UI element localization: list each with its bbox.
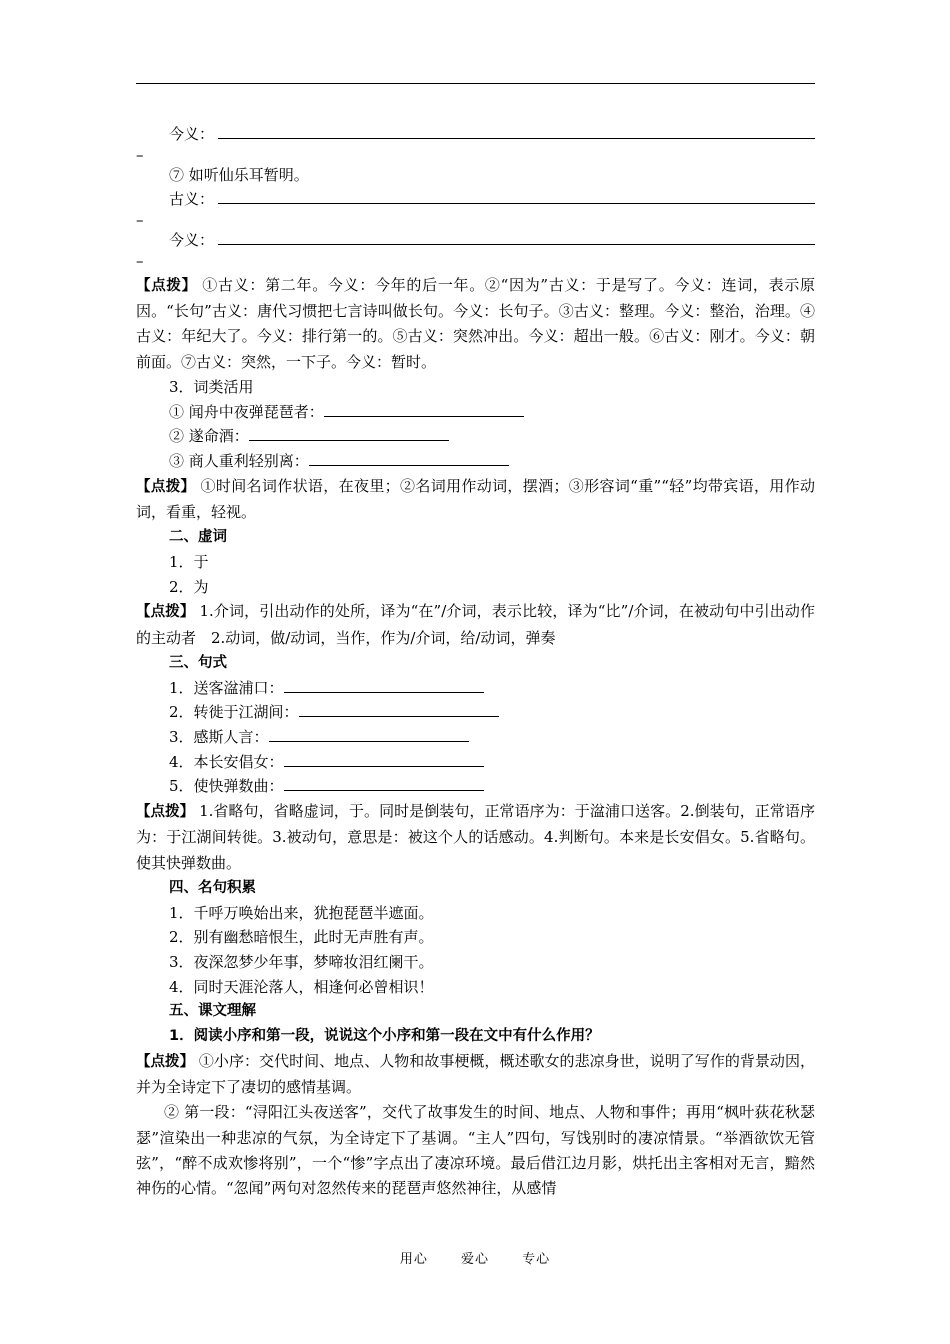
jinyi-line-2 — [136, 228, 815, 253]
section-title-mingju: 四、名句积累 — [169, 879, 256, 896]
note-paragraph-1 — [136, 273, 815, 375]
list-item: 1．千呼万唤始出来，犹抱琵琶半遮面。 — [169, 903, 434, 922]
dash-line: – — [136, 211, 144, 230]
dianbo-tag: 【点拨】 — [136, 604, 195, 621]
note-paragraph-6: ② 第一段：“浔阳江头夜送客”，交代了故事发生的时间、地点、人物和事件；再用“枫叶荻花秋瑟瑟”渲染出一种悲凉的气氛，为全诗定下了基调。“主人”四句，写饯别时的凄凉情景。“举酒欲饮无管弦”，“醉不成欢惨将别”，一个“惨”字点出了凄凉环境。最后借江边月影，烘托出主客相对无言，黯然神伤的心情。“忽闻”两句对忽然传来的琵琶声悠然神往，从感情 — [136, 1103, 815, 1198]
dianbo-tag: 【点拨】 — [136, 277, 197, 294]
note-paragraph-5 — [136, 1049, 815, 1101]
list-item: ③ 商人重利轻别离： — [136, 449, 815, 474]
page-footer — [0, 1248, 950, 1267]
list-item: 4．本长安倡女： — [136, 750, 815, 775]
jinyi-label: 今义： — [169, 231, 215, 250]
list-item: ② 遂命酒： — [136, 424, 815, 449]
note-text: 1.省略句，省略虚词，于。同时是倒装句，正常语序为：于湓浦口送客。2.倒装句，正常语序为：于江湖间转徙。3.被动句，意思是：被这个人的话感动。4.判断句。本来是长安倡女。5.省略句。使其快弹数曲。 — [136, 802, 815, 872]
list-item: 5．使快弹数曲： — [136, 774, 815, 799]
note-text: 1.介词，引出动作的处所，译为“在”/介词，表示比较，译为“比”/介词，在被动句中引出动作的主动者 2.动词，做/动词，当作，作为/介词，给/动词，弹奏 — [136, 602, 815, 647]
answer-blank[interactable] — [284, 776, 484, 791]
answer-blank[interactable] — [218, 203, 815, 204]
section-title-jushi: 三、句式 — [169, 654, 227, 671]
note-paragraph-4 — [136, 799, 815, 876]
list-item: 2．转徙于江湖间： — [136, 700, 815, 725]
note-text: ①时间名词作状语，在夜里；②名词用作动词，摆酒；③形容词“重”“轻”均带宾语，用作动词，看重，轻视。 — [136, 476, 815, 521]
section-title-3: 3．词类活用 — [169, 377, 254, 396]
dianbo-tag: 【点拨】 — [136, 478, 196, 495]
dash-line: – — [136, 251, 144, 270]
list-item: 1．送客湓浦口： — [136, 676, 815, 701]
list-item: 4．同时天涯沦落人，相逢何必曾相识！ — [169, 977, 434, 996]
answer-blank[interactable] — [284, 678, 484, 693]
dianbo-tag: 【点拨】 — [136, 804, 195, 821]
answer-blank[interactable] — [324, 402, 524, 417]
header-rule — [136, 83, 815, 84]
answer-blank[interactable] — [299, 702, 499, 717]
section-title-kewen: 五、课文理解 — [169, 1003, 256, 1020]
list-item: 1．于 — [169, 552, 209, 571]
answer-blank[interactable] — [249, 426, 449, 441]
answer-blank[interactable] — [269, 727, 469, 742]
note-text: ①小序：交代时间、地点、人物和故事梗概，概述歌女的悲凉身世，说明了写作的背景动因，并为全诗定下了凄切的感情基调。 — [136, 1051, 815, 1097]
question-1: 1．阅读小序和第一段，说说这个小序和第一段在文中有什么作用？ — [169, 1028, 600, 1045]
footer-text: 专心 — [522, 1252, 551, 1267]
note-text: ①古义：第二年。今义：今年的后一年。②“因为”古义：于是写了。今义：连词，表示原因。“长句”古义：唐代习惯把七言诗叫做长句。今义：长句子。③古义：整理。今义：整治，治理。④古义：年纪大了。今义：排行第一的。⑤古义：突然冲出。今义：超出一般。⑥古义：刚才。今义：朝前面。⑦古义：突然，一下子。今义：暂时。 — [136, 275, 816, 371]
answer-blank[interactable] — [218, 138, 815, 139]
list-item: 3．夜深忽梦少年事，梦啼妆泪红阑干。 — [169, 953, 434, 972]
dash-line: – — [136, 145, 144, 164]
section-title-xuci: 二、虚词 — [169, 529, 227, 546]
note-paragraph-2 — [136, 474, 815, 526]
list-item: 3．感斯人言： — [136, 725, 815, 750]
answer-blank[interactable] — [309, 451, 509, 466]
jinyi-label: 今义： — [169, 125, 215, 143]
guyi-line — [136, 187, 815, 212]
note-paragraph-3 — [136, 599, 815, 651]
document-body — [136, 122, 815, 1202]
answer-blank[interactable] — [284, 752, 484, 767]
jinyi-line-1 — [136, 122, 815, 147]
guyi-label: 古义： — [169, 190, 215, 209]
footer-text: 用心 — [399, 1252, 428, 1267]
dianbo-tag: 【点拨】 — [136, 1053, 195, 1070]
question-7: ⑦ 如听仙乐耳暂明。 — [169, 165, 309, 184]
list-item: ① 闻舟中夜弹琵琶者： — [136, 400, 815, 425]
list-item: 2．为 — [169, 577, 209, 596]
list-item: 2．别有幽愁暗恨生，此时无声胜有声。 — [169, 928, 434, 947]
answer-blank[interactable] — [218, 244, 815, 245]
footer-text: 爱心 — [460, 1252, 489, 1267]
